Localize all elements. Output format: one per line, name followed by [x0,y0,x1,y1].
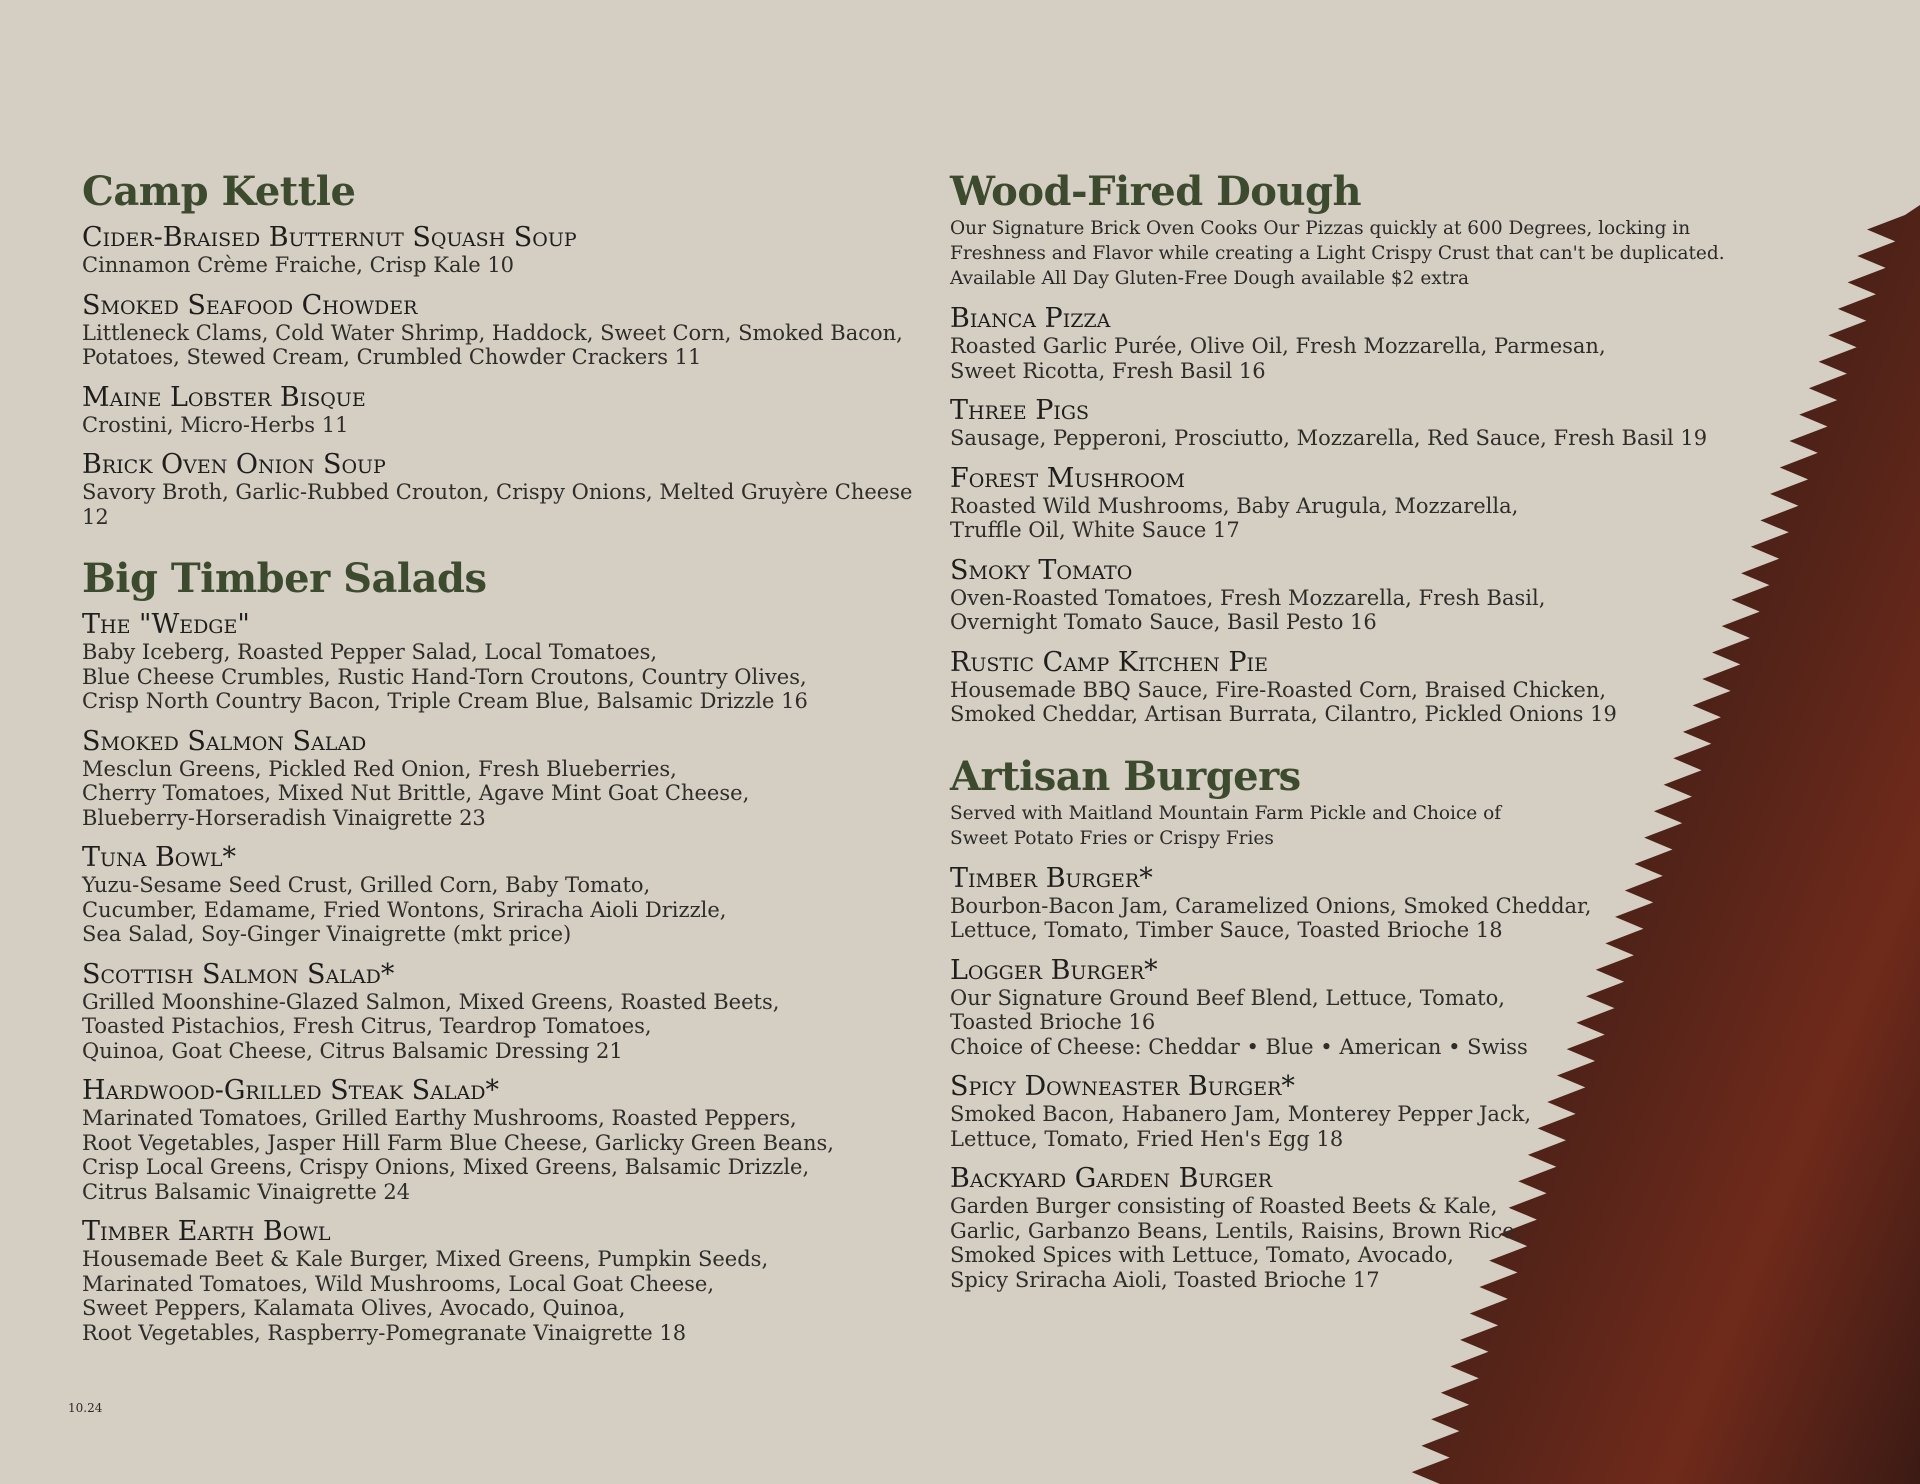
menu-item-name: Bianca Pizza [950,303,1111,334]
menu-item [82,290,922,370]
menu-item-description: Root Vegetables, Raspberry-Pomegranate Vinaigrette 18 [82,1320,687,1345]
menu-item-description: Sweet Ricotta, Fresh Basil 16 [950,358,1266,383]
menu-item-name: Scottish Salmon Salad* [82,958,395,990]
menu-item-description: Blue Cheese Crumbles, Rustic Hand-Torn Croutons, Country Olives, [82,664,807,689]
section-note-line: Served with Maitland Mountain Farm Pickle and Choice of [950,802,1502,824]
section-note [950,801,1730,851]
menu-item-description: Blueberry-Horseradish Vinaigrette 23 [82,805,486,830]
menu-item-description: Toasted Brioche 16 [950,1010,1156,1034]
menu-item-description: Root Vegetables, Jasper Hill Farm Blue Cheese, Garlicky Green Beans, [82,1130,834,1155]
menu-item-description: Spicy Sriracha Aioli, Toasted Brioche 17 [950,1267,1380,1292]
menu-item-description: Sausage, Pepperoni, Prosciutto, Mozzarella, Red Sauce, Fresh Basil 19 [950,426,1708,450]
section-note-line: Our Signature Brick Oven Cooks Our Pizzas quickly at 600 Degrees, locking in [950,218,1691,239]
section-note-line: Available All Day Gluten-Free Dough available $2 extra [950,268,1470,289]
menu-item-name: Hardwood-Grilled Steak Salad* [82,1075,499,1106]
menu-item-description: Citrus Balsamic Vinaigrette 24 [82,1179,411,1204]
menu-item [950,463,1730,543]
menu-item-description: Marinated Tomatoes, Grilled Earthy Mushrooms, Roasted Peppers, [82,1106,797,1130]
menu-item-description: Crisp North Country Bacon, Triple Cream Blue, Balsamic Drizzle 16 [82,689,808,713]
section-title: Wood-Fired Dough [950,168,1362,215]
menu-item-description: Smoked Cheddar, Artisan Burrata, Cilantro, Pickled Onions 19 [950,702,1617,726]
menu-item-description: Crostini, Micro-Herbs 11 [82,412,349,437]
menu-item-name: Maine Lobster Bisque [82,381,366,413]
menu-item [950,395,1730,451]
menu-section-camp-kettle [82,168,922,529]
menu-item-name: Brick Oven Onion Soup [82,449,386,480]
menu-item-description: Sea Salad, Soy-Ginger Vinaigrette (mkt price) [82,922,572,946]
menu-item-name: The "Wedge" [82,609,250,640]
menu-item-description: Smoked Bacon, Habanero Jam, Monterey Pepper Jack, [950,1102,1532,1126]
menu-item-name: Smoked Salmon Salad [82,725,367,757]
menu-item [950,555,1730,635]
menu-item-description: Marinated Tomatoes, Wild Mushrooms, Local Goat Cheese, [82,1271,714,1296]
menu-item-name: Backyard Garden Burger [950,1163,1273,1194]
section-title: Camp Kettle [82,168,356,215]
menu-item-description: Yuzu-Sesame Seed Crust, Grilled Corn, Baby Tomato, [82,873,651,897]
menu-item-name: Three Pigs [950,395,1090,426]
menu-item-description: Garlic, Garbanzo Beans, Lentils, Raisins, Brown Rice, [950,1218,1522,1243]
menu-item-name: Forest Mushroom [950,462,1185,494]
menu-item-description: Roasted Wild Mushrooms, Baby Arugula, Mozzarella, [950,493,1519,518]
menu-item [82,382,922,438]
menu-item-description: Smoked Spices with Lettuce, Tomato, Avocado, [950,1243,1454,1267]
menu-item [82,726,922,831]
menu-item-name: Timber Burger* [950,862,1153,894]
menu-item [82,222,922,278]
menu-item-description: Truffle Oil, White Sauce 17 [950,518,1240,542]
menu-item [950,1071,1730,1151]
menu-item-description: Savory Broth, Garlic-Rubbed Crouton, Crispy Onions, Melted Gruyère Cheese 12 [82,480,913,529]
menu-item-description: Bourbon-Bacon Jam, Caramelized Onions, Smoked Cheddar, [950,893,1592,918]
menu-item-description: Lettuce, Tomato, Fried Hen's Egg 18 [950,1126,1344,1151]
menu-version-code: 10.24 [68,1401,103,1415]
menu-item [950,1163,1730,1292]
left-column [82,168,922,1357]
menu-section-big-timber-salads [82,555,922,1345]
menu-item-description: Oven-Roasted Tomatoes, Fresh Mozzarella, Fresh Basil, [950,585,1546,610]
menu-item [82,449,922,529]
menu-item [82,959,922,1064]
menu-item-description: Crisp Local Greens, Crispy Onions, Mixed Greens, Balsamic Drizzle, [82,1155,810,1179]
menu-item [950,955,1730,1060]
menu-item [82,1216,922,1345]
menu-item-description: Sweet Peppers, Kalamata Olives, Avocado, Quinoa, [82,1296,626,1320]
menu-item [950,647,1730,727]
menu-section-artisan-burgers [950,753,1730,1293]
menu-section-wood-fired-dough [950,168,1730,727]
menu-item-description: Our Signature Ground Beef Blend, Lettuce, Tomato, [950,985,1505,1010]
section-note-line: Freshness and Flavor while creating a Light Crispy Crust that can't be duplicated. [950,243,1725,264]
section-note-line: Sweet Potato Fries or Crispy Fries [950,827,1274,849]
menu-item-name: Cider-Braised Butternut Squash Soup [82,222,577,253]
menu-item-description: Cinnamon Crème Fraiche, Crisp Kale 10 [82,253,515,277]
menu-item [82,842,922,947]
menu-item [950,863,1730,943]
menu-item [82,1075,922,1204]
right-column [950,168,1730,1304]
section-note [950,216,1730,291]
menu-item-description: Roasted Garlic Purée, Olive Oil, Fresh Mozzarella, Parmesan, [950,334,1606,358]
menu-item-name: Smoked Seafood Chowder [82,289,418,321]
menu-item [82,609,922,714]
menu-item-name: Rustic Camp Kitchen Pie [950,646,1268,678]
menu-item-name: Logger Burger* [950,954,1158,986]
menu-item-description: Grilled Moonshine-Glazed Salmon, Mixed Greens, Roasted Beets, [82,989,780,1014]
menu-item-description: Garden Burger consisting of Roasted Beets & Kale, [950,1194,1498,1218]
menu-item-description: Overnight Tomato Sauce, Basil Pesto 16 [950,610,1377,634]
menu-item-description: Toasted Pistachios, Fresh Citrus, Teardrop Tomatoes, [82,1014,652,1038]
menu-item-description: Lettuce, Tomato, Timber Sauce, Toasted Brioche 18 [950,918,1503,942]
menu-item-description: Cherry Tomatoes, Mixed Nut Brittle, Agave Mint Goat Cheese, [82,781,750,805]
section-title: Artisan Burgers [950,752,1301,800]
menu-item-description: Mesclun Greens, Pickled Red Onion, Fresh Blueberries, [82,756,677,781]
menu-item-name: Tuna Bowl* [82,842,237,873]
menu-item [950,303,1730,383]
menu-item-name: Timber Earth Bowl [82,1216,331,1247]
menu-item-description: Quinoa, Goat Cheese, Citrus Balsamic Dressing 21 [82,1038,623,1063]
menu-item-description: Choice of Cheese: Cheddar • Blue • American • Swiss [950,1034,1528,1059]
section-title: Big Timber Salads [82,555,487,602]
menu-item-description: Littleneck Clams, Cold Water Shrimp, Haddock, Sweet Corn, Smoked Bacon, [82,320,903,345]
menu-item-description: Potatoes, Stewed Cream, Crumbled Chowder Crackers 11 [82,345,702,369]
menu-item-description: Housemade Beet & Kale Burger, Mixed Greens, Pumpkin Seeds, [82,1247,769,1271]
menu-item-description: Baby Iceberg, Roasted Pepper Salad, Local Tomatoes, [82,640,658,664]
menu-item-description: Housemade BBQ Sauce, Fire-Roasted Corn, Braised Chicken, [950,677,1607,702]
menu-item-description: Cucumber, Edamame, Fried Wontons, Sriracha Aioli Drizzle, [82,897,727,922]
menu-item-name: Smoky Tomato [950,554,1133,586]
menu-item-name: Spicy Downeaster Burger* [950,1071,1295,1102]
